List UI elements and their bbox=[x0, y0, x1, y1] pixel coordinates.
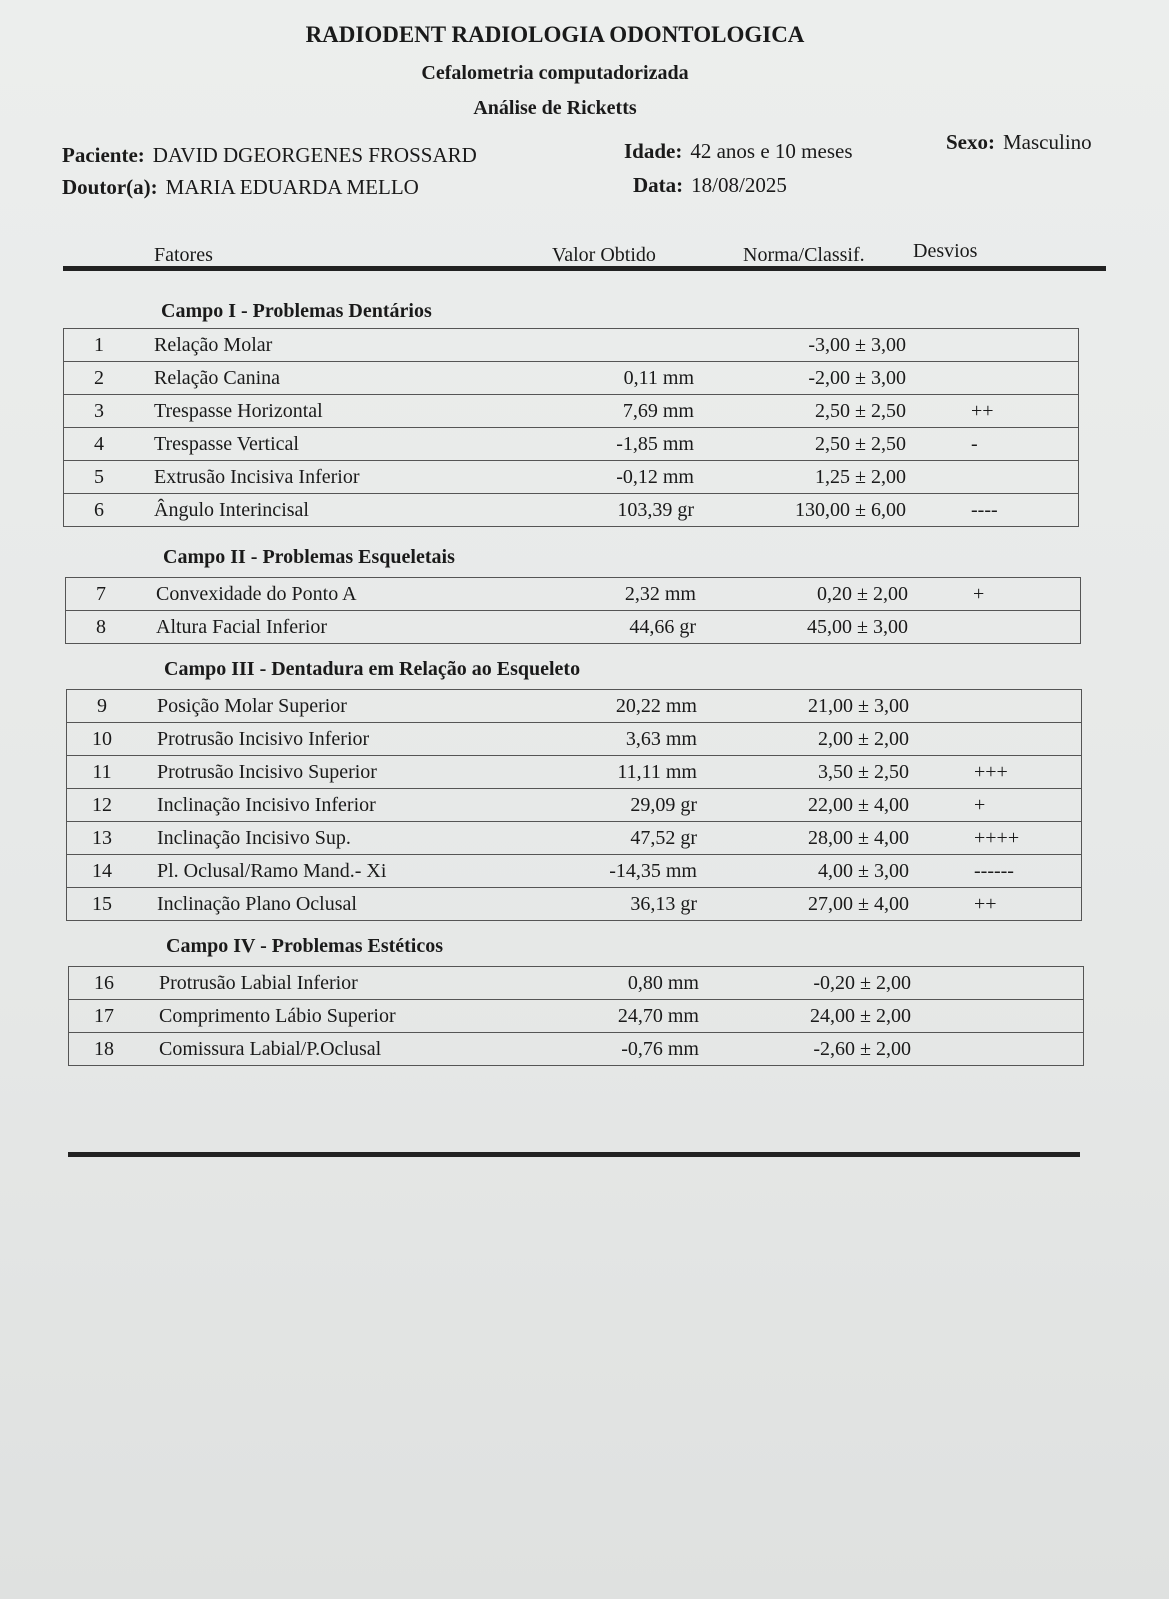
clinic-title: RADIODENT RADIOLOGIA ODONTOLOGICA bbox=[305, 22, 805, 47]
header-rule bbox=[63, 266, 1106, 271]
campo-title: Campo IV - Problemas Estéticos bbox=[166, 935, 444, 957]
measured-value: 24,70 mm bbox=[499, 1000, 711, 1033]
norm-value: 3,50 ± 2,50 bbox=[709, 756, 949, 789]
measured-value: 29,09 gr bbox=[497, 789, 709, 822]
row-number: 4 bbox=[64, 428, 135, 461]
deviation: + bbox=[948, 578, 1081, 611]
row-number: 1 bbox=[64, 329, 135, 362]
measured-value: -0,76 mm bbox=[499, 1033, 711, 1066]
table-row bbox=[64, 395, 1079, 428]
factor-name: Comissura Labial/P.Oclusal bbox=[139, 1033, 499, 1066]
footer-rule bbox=[68, 1152, 1080, 1157]
deviation: ------ bbox=[949, 855, 1082, 888]
row-number: 15 bbox=[67, 888, 138, 921]
factor-name: Relação Molar bbox=[134, 329, 494, 362]
factor-name: Trespasse Horizontal bbox=[134, 395, 494, 428]
campo-table bbox=[68, 966, 1084, 1066]
deviation bbox=[948, 611, 1081, 644]
measured-value: -1,85 mm bbox=[494, 428, 706, 461]
age-label: Idade: bbox=[624, 139, 683, 163]
age-value: 42 anos e 10 meses bbox=[690, 139, 853, 163]
deviation bbox=[951, 1033, 1084, 1066]
row-number: 14 bbox=[67, 855, 138, 888]
norm-value: 45,00 ± 3,00 bbox=[708, 611, 948, 644]
deviation bbox=[951, 1000, 1084, 1033]
table-row bbox=[67, 756, 1082, 789]
norm-value: -2,60 ± 2,00 bbox=[711, 1033, 951, 1066]
table-row bbox=[67, 723, 1082, 756]
campo-table bbox=[65, 577, 1081, 644]
row-number: 5 bbox=[64, 461, 135, 494]
norm-value: 0,20 ± 2,00 bbox=[708, 578, 948, 611]
doctor-label: Doutor(a): bbox=[62, 175, 158, 199]
table-row bbox=[67, 789, 1082, 822]
date-label: Data: bbox=[633, 173, 684, 197]
deviation: ---- bbox=[946, 494, 1079, 527]
campo-title: Campo I - Problemas Dentários bbox=[161, 300, 432, 322]
row-number: 16 bbox=[69, 967, 140, 1000]
measured-value: 20,22 mm bbox=[497, 690, 709, 723]
norm-value: -2,00 ± 3,00 bbox=[706, 362, 946, 395]
campo-title: Campo II - Problemas Esqueletais bbox=[163, 546, 455, 568]
row-number: 12 bbox=[67, 789, 138, 822]
norm-value: 24,00 ± 2,00 bbox=[711, 1000, 951, 1033]
factor-name: Posição Molar Superior bbox=[137, 690, 497, 723]
row-number: 9 bbox=[67, 690, 138, 723]
norm-value: 28,00 ± 4,00 bbox=[709, 822, 949, 855]
measured-value: 0,80 mm bbox=[499, 967, 711, 1000]
row-number: 8 bbox=[66, 611, 137, 644]
norm-value: 21,00 ± 3,00 bbox=[709, 690, 949, 723]
measured-value: 36,13 gr bbox=[497, 888, 709, 921]
measured-value: 3,63 mm bbox=[497, 723, 709, 756]
table-row bbox=[67, 888, 1082, 921]
date-value: 18/08/2025 bbox=[691, 173, 787, 197]
row-number: 10 bbox=[67, 723, 138, 756]
norm-value: 2,50 ± 2,50 bbox=[706, 395, 946, 428]
factor-name: Protrusão Incisivo Superior bbox=[137, 756, 497, 789]
campo-table bbox=[63, 328, 1079, 527]
table-row bbox=[69, 967, 1084, 1000]
row-number: 18 bbox=[69, 1033, 140, 1066]
factor-name: Relação Canina bbox=[134, 362, 494, 395]
row-number: 3 bbox=[64, 395, 135, 428]
norm-value: -3,00 ± 3,00 bbox=[706, 329, 946, 362]
table-row bbox=[64, 428, 1079, 461]
measured-value: 47,52 gr bbox=[497, 822, 709, 855]
measured-value: 11,11 mm bbox=[497, 756, 709, 789]
col-fatores: Fatores bbox=[154, 244, 213, 266]
row-number: 17 bbox=[69, 1000, 140, 1033]
doctor-field bbox=[62, 175, 419, 200]
report-subtitle: Cefalometria computadorizada bbox=[421, 62, 689, 84]
deviation bbox=[946, 461, 1079, 494]
row-number: 13 bbox=[67, 822, 138, 855]
col-valor: Valor Obtido bbox=[552, 244, 656, 266]
factor-name: Pl. Oclusal/Ramo Mand.- Xi bbox=[137, 855, 497, 888]
patient-field bbox=[62, 143, 477, 168]
deviation: ++ bbox=[946, 395, 1079, 428]
measured-value: 44,66 gr bbox=[496, 611, 708, 644]
factor-name: Inclinação Incisivo Inferior bbox=[137, 789, 497, 822]
row-number: 7 bbox=[66, 578, 137, 611]
measured-value: 7,69 mm bbox=[494, 395, 706, 428]
col-norma: Norma/Classif. bbox=[743, 244, 865, 266]
table-row bbox=[69, 1033, 1084, 1066]
deviation bbox=[946, 362, 1079, 395]
analysis-title: Análise de Ricketts bbox=[473, 97, 637, 119]
table-row bbox=[67, 690, 1082, 723]
measured-value: 0,11 mm bbox=[494, 362, 706, 395]
factor-name: Extrusão Incisiva Inferior bbox=[134, 461, 494, 494]
factor-name: Ângulo Interincisal bbox=[134, 494, 494, 527]
table-row bbox=[64, 329, 1079, 362]
deviation: ++++ bbox=[949, 822, 1082, 855]
age-field bbox=[624, 139, 853, 164]
table-row bbox=[67, 822, 1082, 855]
deviation: - bbox=[946, 428, 1079, 461]
measured-value bbox=[494, 329, 706, 362]
deviation bbox=[951, 967, 1084, 1000]
table-row bbox=[64, 494, 1079, 527]
table-row bbox=[67, 855, 1082, 888]
norm-value: 2,50 ± 2,50 bbox=[706, 428, 946, 461]
deviation bbox=[949, 723, 1082, 756]
patient-label: Paciente: bbox=[62, 143, 145, 167]
norm-value: 2,00 ± 2,00 bbox=[709, 723, 949, 756]
row-number: 6 bbox=[64, 494, 135, 527]
deviation bbox=[946, 329, 1079, 362]
campo-title: Campo III - Dentadura em Relação ao Esqueleto bbox=[164, 658, 581, 680]
factor-name: Inclinação Plano Oclusal bbox=[137, 888, 497, 921]
patient-name: DAVID DGEORGENES FROSSARD bbox=[152, 143, 477, 167]
measured-value: 103,39 gr bbox=[494, 494, 706, 527]
sex-label: Sexo: bbox=[946, 130, 995, 154]
factor-name: Convexidade do Ponto A bbox=[136, 578, 496, 611]
campo-table bbox=[66, 689, 1082, 921]
deviation: ++ bbox=[949, 888, 1082, 921]
factor-name: Inclinação Incisivo Sup. bbox=[137, 822, 497, 855]
measured-value: -14,35 mm bbox=[497, 855, 709, 888]
measured-value: -0,12 mm bbox=[494, 461, 706, 494]
table-row bbox=[66, 611, 1081, 644]
norm-value: 130,00 ± 6,00 bbox=[706, 494, 946, 527]
measured-value: 2,32 mm bbox=[496, 578, 708, 611]
row-number: 11 bbox=[67, 756, 138, 789]
factor-name: Protrusão Labial Inferior bbox=[139, 967, 499, 1000]
sex-value: Masculino bbox=[1003, 130, 1092, 154]
doctor-name: MARIA EDUARDA MELLO bbox=[165, 175, 419, 199]
norm-value: 22,00 ± 4,00 bbox=[709, 789, 949, 822]
factor-name: Trespasse Vertical bbox=[134, 428, 494, 461]
factor-name: Comprimento Lábio Superior bbox=[139, 1000, 499, 1033]
norm-value: 4,00 ± 3,00 bbox=[709, 855, 949, 888]
table-row bbox=[66, 578, 1081, 611]
factor-name: Protrusão Incisivo Inferior bbox=[137, 723, 497, 756]
norm-value: 1,25 ± 2,00 bbox=[706, 461, 946, 494]
col-desvios: Desvios bbox=[913, 240, 978, 262]
deviation: +++ bbox=[949, 756, 1082, 789]
deviation: + bbox=[949, 789, 1082, 822]
row-number: 2 bbox=[64, 362, 135, 395]
deviation bbox=[949, 690, 1082, 723]
table-row bbox=[69, 1000, 1084, 1033]
sex-field bbox=[946, 130, 1092, 155]
norm-value: -0,20 ± 2,00 bbox=[711, 967, 951, 1000]
table-row bbox=[64, 461, 1079, 494]
table-row bbox=[64, 362, 1079, 395]
date-field bbox=[633, 173, 787, 198]
factor-name: Altura Facial Inferior bbox=[136, 611, 496, 644]
norm-value: 27,00 ± 4,00 bbox=[709, 888, 949, 921]
